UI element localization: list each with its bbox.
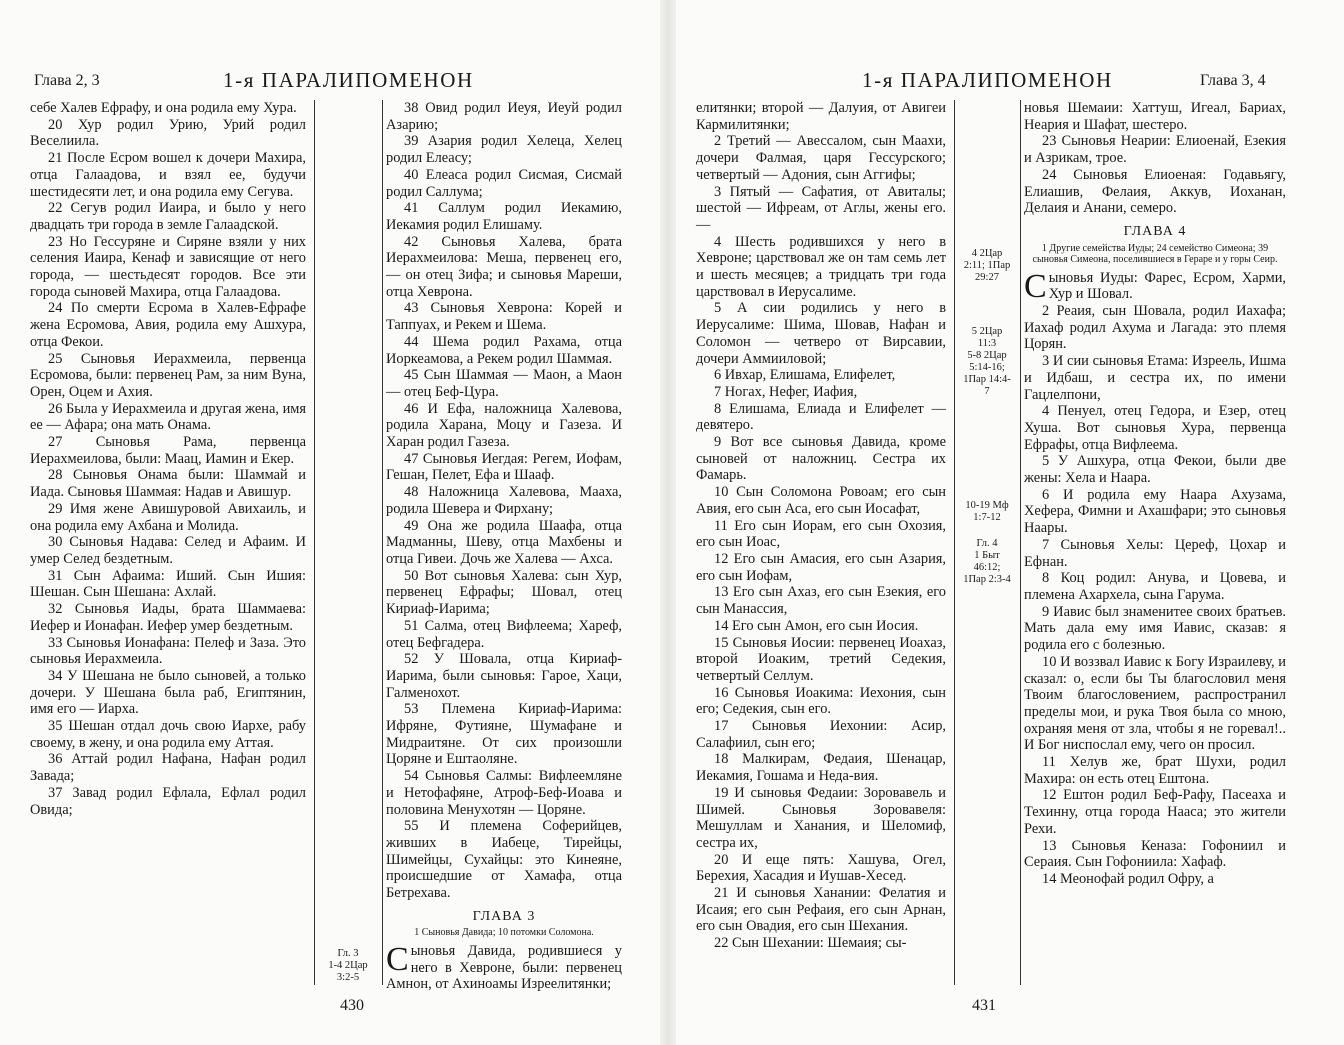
verse: 4 Шесть родившихся у него в Хевроне; царствовал же он там семь лет и шесть месяцев; а тридцать три года царствовал в Иерусалиме. xyxy=(696,233,946,300)
verse: 46 И Ефа, наложница Халевова, родила Харана, Моцу и Газеза. И Харан родил Газеза. xyxy=(386,400,622,451)
verse: себе Халев Ефрафу, и она родила ему Хура. xyxy=(30,100,297,116)
page-number: 430 xyxy=(340,997,364,1014)
book-title: 1-я ПАРАЛИПОМЕНОН xyxy=(223,68,474,92)
verse: 5 А сии родились у него в Иерусалиме: Шима, Шовав, Нафан и Соломон — четверо от Вирсавии, дочери Аммииловой; xyxy=(696,300,946,367)
chapter-heading: ГЛАВА 3 xyxy=(472,908,536,924)
book-spine xyxy=(660,0,676,1045)
verse: 4 Пенуел, отец Гедора, и Езер, отец Хуша. Вот сыновья Хура, первенца Ефрафы, отца Вифлеема. xyxy=(1024,403,1286,453)
verse: 50 Вот сыновья Халева: сын Хур, первенец Ефрафы; Шовал, отец Кириаф-Иарима; xyxy=(386,567,622,618)
column-rule xyxy=(314,100,315,985)
verse: 52 У Шовала, отца Кириаф-Иарима, были сыновья: Гарое, Хаци, Галменохот. xyxy=(386,651,622,701)
verse: 21 И сыновья Ханании: Фелатия и Исаия; его сын Рефаия, его сын Арнан, его сын Овадия, его сын Шехания. xyxy=(696,885,946,935)
verse: 34 У Шешана не было сыновей, а только дочери. У Шешана была раб, Египтянин, имя его — Иарха. xyxy=(30,667,306,718)
verse: 18 Малкирам, Федаия, Шенацар, Иекамия, Гошама и Неда-вия. xyxy=(696,751,946,785)
verses xyxy=(1024,100,1286,217)
chapter-first-verse: Сыновья Давида, родившиеся у него в Хевроне, были: первенец Амнон, от Ахиноамы Изреелитянки; xyxy=(386,940,622,993)
verse: 42 Сыновья Халева, брата Иерахмеилова: Меша, первенец его, — он отец Зифа; и сыновья Мареши, отца Хеврона. xyxy=(386,233,622,300)
verse: 7 Сыновья Хелы: Цереф, Цохар и Ефнан. xyxy=(1024,536,1286,570)
page-number: 431 xyxy=(972,997,996,1014)
verse: новья Шемаии: Хаттуш, Игеал, Бариах, Неария и Шафат, шестеро. xyxy=(1024,100,1286,133)
text-column-1 xyxy=(696,100,946,952)
column-rule xyxy=(382,100,383,985)
verse: 32 Сыновья Иады, брата Шаммаева: Иефер и Ионафан. Иефер умер бездетным. xyxy=(30,601,306,634)
verse: 39 Азария родил Хелеца, Хелец родил Елеасу; xyxy=(386,133,622,167)
verse: 43 Сыновья Хеврона: Корей и Таппуах, и Рекем и Шема. xyxy=(386,300,622,334)
verse: 24 По смерти Есрома в Халев-Ефрафе жена Есромова, Авия, родила ему Ашхура, отца Фекои. xyxy=(30,300,306,350)
verse: 12 Ештон родил Беф-Рафу, Пасеаха и Техинну, отца города Нааса; это жители Рехи. xyxy=(1024,787,1286,837)
verse: 6 И родила ему Наара Ахузама, Хефера, Фимни и Ахашфари; это сыновья Наары. xyxy=(1024,486,1286,537)
verse: 8 Елишама, Елиада и Елифелет — девятеро. xyxy=(696,400,946,434)
verse: 3 И сии сыновья Етама: Изреель, Ишма и Идбаш, и сестра их, по имени Гацлелпони, xyxy=(1024,353,1286,403)
verse: 49 Она же родила Шаафа, отца Мадманны, Шеву, отца Махбены и отца Гивеи. Дочь же Халева — Ахса. xyxy=(386,517,622,567)
verse: 45 Сын Шаммая — Маон, а Маон — отец Беф-Цура. xyxy=(386,367,622,400)
verse: 21 После Есром вошел к дочери Махира, отца Галаадова, и взял ее, будучи шестидесяти лет, и она родила ему Сегува. xyxy=(30,150,306,200)
chapter-heading: ГЛАВА 4 xyxy=(1123,223,1187,239)
verse: 25 Сыновья Иерахмеила, первенца Есромова, были: первенец Рам, за ним Вуна, Орен, Оцем и Ахия. xyxy=(30,350,306,400)
verse: 6 Ивхар, Елишама, Елифелет, xyxy=(714,367,896,384)
verse: 10 И воззвал Иавис к Богу Израилеву, и сказал: о, если бы Ты благословил меня Твоим благословением, распространил пределы мои, и рука Твоя была со мною, охраняя меня от зла, чтобы я не горевал!.. И Бог ниспослал ему, чего он просил. xyxy=(1024,653,1286,754)
verse: 11 Его сын Иорам, его сын Охозия, его сын Иоас, xyxy=(696,517,946,551)
verse: 47 Сыновья Иегдая: Регем, Иофам, Гешан, Пелет, Ефа и Шааф. xyxy=(386,450,622,484)
text-column-2 xyxy=(386,100,622,993)
chapter-summary: 1 Сыновья Давида; 10 потомки Соломона. xyxy=(414,927,594,939)
verse: 2 Третий — Авессалом, сын Маахи, дочери Фалмая, царя Гессурского; четвертый — Адония, сын Аггифы; xyxy=(696,133,946,183)
verse: 27 Сыновья Рама, первенца Иерахмеилова, были: Маац, Иамин и Екер. xyxy=(30,434,306,467)
verse: 11 Хелув же, брат Шухи, родил Махира: он есть отец Ештона. xyxy=(1024,754,1286,787)
verse: 30 Сыновья Надава: Селед и Афаим. И умер Селед бездетным. xyxy=(30,534,306,567)
drop-cap: С xyxy=(1024,267,1047,305)
column-rule xyxy=(954,100,955,985)
verse: 24 Сыновья Елиоеная: Годавьягу, Елиашив, Фелаия, Аккув, Иоханан, Делаия и Анани, семеро. xyxy=(1024,166,1286,217)
chapter-summary: 1 Другие семейства Иуды; 24 семейство Симеона; 39 сыновья Симеона, поселившиеся в Гераре и у горы Сеир. xyxy=(1032,242,1278,266)
verse: 20 Хур родил Урию, Урий родил Веселиила. xyxy=(30,116,306,150)
verse: 41 Саллум родил Иекамию, Иекамия родил Елишаму. xyxy=(386,200,622,233)
verse: 22 Сегув родил Иаира, и было у него двадцать три города в земле Галаадской. xyxy=(30,200,306,233)
margin-note: Гл. 4 1 Быт 46:12; 1Пар 2:3-4 xyxy=(963,538,1011,585)
verse: елитянки; второй — Далуия, от Авигеи Кармилитянки; xyxy=(696,100,946,133)
verse: 44 Шема родил Рахама, отца Иоркеамова, а Рекем родил Шаммая. xyxy=(386,333,622,367)
verse: 19 И сыновья Федаии: Зоровавель и Шимей. Сыновья Зоровавеля: Мешуллам и Ханания, и Шеломиф, сестра их, xyxy=(696,784,946,851)
verse: 12 Его сын Амасия, его сын Азария, его сын Иофам, xyxy=(696,550,946,584)
verse: 37 Завад родил Ефлала, Ефлал родил Овида; xyxy=(30,784,306,818)
verse: 23 Но Гессуряне и Сиряне взяли у них селения Иаира, Кенаф и зависящие от него города, — шестьдесят городов. Все эти города сыновей Махира, отца Галаадова. xyxy=(30,233,306,300)
verse: 35 Шешан отдал дочь свою Иархе, рабу своему, в жену, и она родила ему Аттая. xyxy=(30,718,306,751)
chapter-first-verse: Сыновья Иуды: Фарес, Есром, Харми, Хур и Шовал. xyxy=(1024,267,1286,305)
margin-notes xyxy=(956,100,1018,985)
drop-cap: С xyxy=(386,940,409,978)
verse: 14 Его сын Амон, его сын Иосия. xyxy=(714,617,919,634)
text-column-2 xyxy=(1024,100,1286,888)
verse: 14 Меонофай родил Офру, а xyxy=(1042,870,1214,887)
right-page xyxy=(676,0,1344,1045)
verse: 7 Ногах, Нефег, Иафия, xyxy=(714,383,858,400)
margin-note: Гл. 3 1-4 2Цар 3:2-5 xyxy=(328,948,368,983)
verse: 3 Пятый — Сафатия, от Авиталы; шестой — Ифреам, от Аглы, жены его. — xyxy=(696,183,946,233)
verse: 23 Сыновья Неарии: Елиоенай, Езекия и Азрикам, трое. xyxy=(1024,133,1286,167)
verse: 36 Аттай родил Нафана, Нафан родил Завада; xyxy=(30,751,306,785)
left-page xyxy=(0,0,660,1045)
verse: 48 Наложница Халевова, Мааха, родила Шевера и Фирхану; xyxy=(386,484,622,517)
margin-notes xyxy=(316,100,380,985)
verse: 15 Сыновья Иосии: первенец Иоахаз, второй Иоаким, третий Седекия, четвертый Селлум. xyxy=(696,634,946,684)
margin-note: 10-19 Мф 1:7-12 xyxy=(965,500,1009,523)
verse: 51 Салма, отец Вифлеема; Хареф, отец Бефгадера. xyxy=(386,617,622,651)
column-rule xyxy=(1020,100,1021,985)
verse: 22 Сын Шехании: Шемаия; сы- xyxy=(714,935,907,952)
verse: 28 Сыновья Онама были: Шаммай и Иада. Сыновья Шаммая: Надав и Авишур. xyxy=(30,467,306,501)
verse: 13 Его сын Ахаз, его сын Езекия, его сын Манассия, xyxy=(696,584,946,618)
verse: 9 Вот все сыновья Давида, кроме сыновей от наложниц. Сестра их Фамарь. xyxy=(696,434,946,484)
verse: 17 Сыновья Иехонии: Асир, Салафиил, сын его; xyxy=(696,718,946,751)
verse: 29 Имя жене Авишуровой Авихаиль, и она родила ему Ахбана и Молида. xyxy=(30,500,306,534)
verse: 26 Была у Иерахмеила и другая жена, имя ее — Афара; она мать Онама. xyxy=(30,400,306,434)
verse: 54 Сыновья Салмы: Вифлеемляне и Нетофафяне, Атроф-Беф-Иоава и половина Менухотян — Цоряне. xyxy=(386,768,622,818)
verse: 2 Реаия, сын Шовала, родил Иахафа; Иахаф родил Ахума и Лагада: это племя Цорян. xyxy=(1024,303,1286,353)
chapter-reference: Глава 2, 3 xyxy=(34,72,100,89)
verse: 40 Елеаса родил Сисмая, Сисмай родил Саллума; xyxy=(386,166,622,200)
verse: 8 Коц родил: Анува, и Цовева, и племена Ахархела, сына Гарума. xyxy=(1024,570,1286,603)
book-title: 1-я ПАРАЛИПОМЕНОН xyxy=(862,68,1113,92)
verse: 31 Сын Афаима: Иший. Сын Ишия: Шешан. Сын Шешана: Ахлай. xyxy=(30,567,306,601)
margin-note: 5 2Цар 11:3 5-8 2Цар 5:14-16; 1Пар 14:4- 7 xyxy=(963,326,1011,397)
verses xyxy=(386,100,622,902)
verse: 33 Сыновья Ионафана: Пелеф и Заза. Это сыновья Иерахмеила. xyxy=(30,634,306,668)
verse: 10 Сын Соломона Ровоам; его сын Авия, его сын Аса, его сын Иосафат, xyxy=(696,484,946,517)
text-column-1 xyxy=(30,100,306,818)
verse: 16 Сыновья Иоакима: Иехония, сын его; Седекия, сын его. xyxy=(696,684,946,718)
margin-note: 4 2Цар 2:11; 1Пар 29:27 xyxy=(963,248,1011,283)
verse: 5 У Ашхура, отца Фекои, были две жены: Хела и Наара. xyxy=(1024,453,1286,487)
verse: 55 И племена Соферийцев, живших в Иабеце, Тирейцы, Шимейцы, Сухайцы: это Кинеяне, происшедшие от Хамафа, отца Бетрехава. xyxy=(386,818,622,902)
verses xyxy=(1024,303,1286,888)
chapter-reference: Глава 3, 4 xyxy=(1200,72,1266,89)
verse: 13 Сыновья Кеназа: Гофониил и Сераия. Сын Гофониила: Хафаф. xyxy=(1024,837,1286,871)
verse: 9 Иавис был знаменитее своих братьев. Мать дала ему имя Иавис, сказав: я родила его с болезнью. xyxy=(1024,603,1286,654)
verse: 53 Племена Кириаф-Иарима: Ифряне, Футияне, Шумафане и Мидраитяне. От сих произошли Цоряне и Ештаоляне. xyxy=(386,701,622,768)
verse: 38 Овид родил Иеуя, Иеуй родил Азарию; xyxy=(386,100,622,133)
verse: 20 И еще пять: Хашува, Огел, Берехия, Хасадия и Иушав-Хесед. xyxy=(696,851,946,885)
